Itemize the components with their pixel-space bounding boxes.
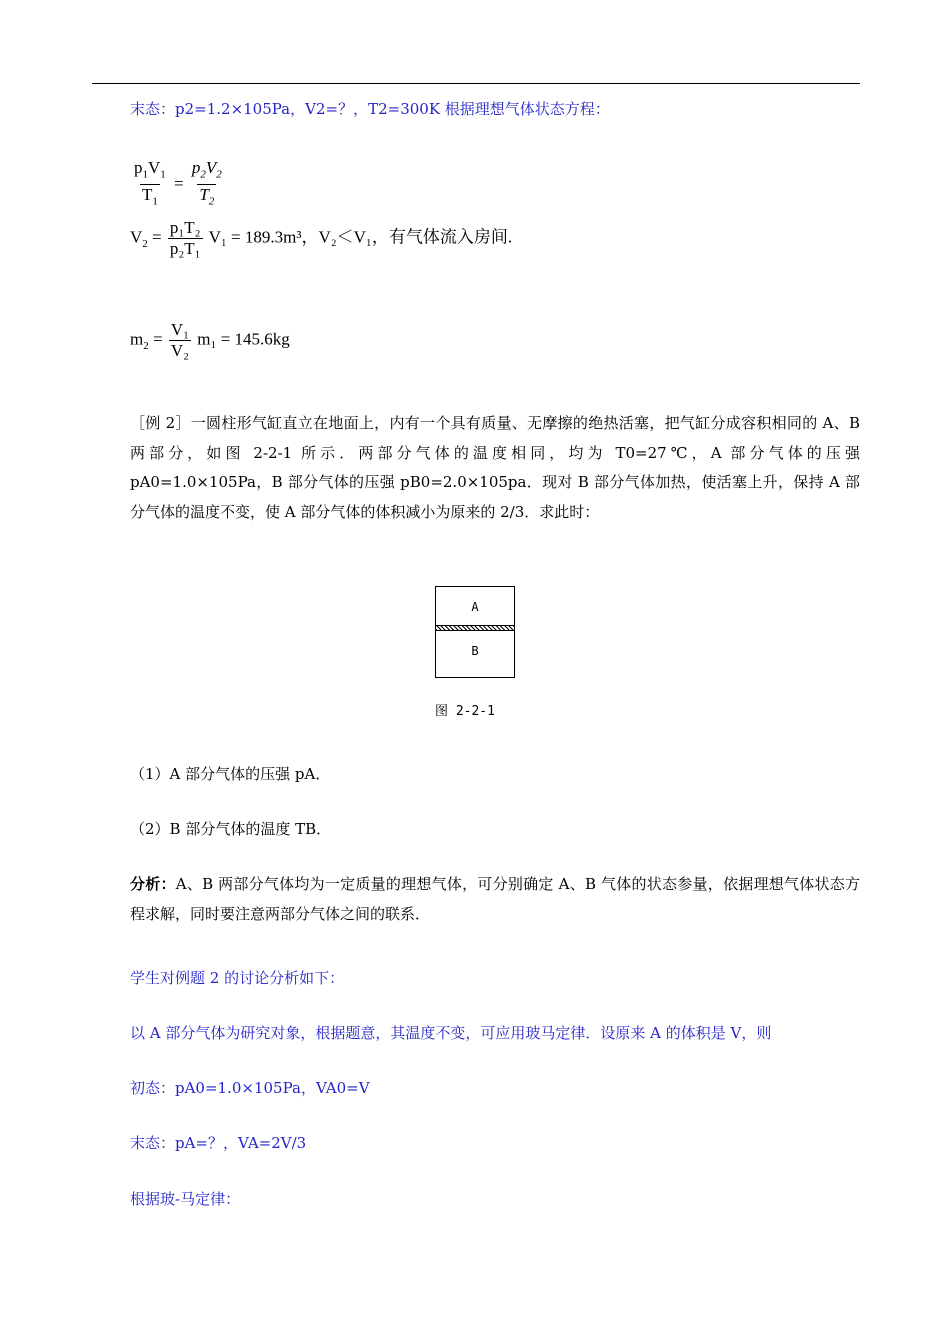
end-state-line: 末态：p2=1.2×105Pa，V2=？，T2=300K 根据理想气体状态方程： xyxy=(130,100,610,118)
final-state-line: 末态：pA=？，VA=2V/3 xyxy=(130,1134,307,1152)
analysis-heading: 分析： xyxy=(130,875,176,893)
analysis-text: A、B 两部分气体均为一定质量的理想气体，可分别确定 A、B 气体的状态参量，依据理想气体状态方程求解，同时要注意两部分气体之间的联系． xyxy=(130,875,860,923)
analysis-paragraph xyxy=(130,870,860,929)
example-2-paragraph: ［例 2］一圆柱形气缸直立在地面上，内有一个具有质量、无摩擦的绝热活塞，把气缸分成容积相同的 A、B 两部分，如图 2-2-1 所示．两部分气体的温度相同，均为 T0=27℃，A 部分气体的压强 pA0=1.0×105Pa，B 部分气体的压强 pB0=2.0×105pa．现对 B 部分气体加热，使活塞上升，保持 A 部分气体的温度不变，使 A 部分气体的体积减小为原来的 2/3．求此时： xyxy=(130,414,860,521)
cylinder-figure xyxy=(435,586,515,678)
header-rule xyxy=(92,83,860,84)
question-2: （2）B 部分气体的温度 TB． xyxy=(130,820,332,838)
fraction-m2: $\frac{\text{V₁}}{\text{V₂}}$ xyxy=(170,320,190,360)
equation-m2: $m_2$ = $\frac{\text{V₁}}{\text{V₂}}$ m₁ = 145.6kg xyxy=(130,320,290,360)
figure-caption: 图 2-2-1 xyxy=(435,704,495,719)
initial-state-line: 初态：pA0=1.0×105Pa，VA0=V xyxy=(130,1079,370,1097)
question-1: （1）A 部分气体的压强 pA． xyxy=(130,765,331,783)
student-discussion-line: 学生对例题 2 的讨论分析如下： xyxy=(130,969,345,987)
label-b: B xyxy=(471,644,479,658)
research-object-line: 以 A 部分气体为研究对象，根据题意，其温度不变，可应用玻马定律．设原来 A 的体积是 V，则 xyxy=(130,1024,772,1042)
fraction-v2: $\frac{\text{p₁T₂}}{\text{p₂T₁}}$ xyxy=(169,218,201,258)
label-a: A xyxy=(471,600,479,614)
equation-v2: $V_2$ = $\frac{\text{p₁T₂}}{\text{p₂T₁}}$ V₁ = 189.3m³，V₂＜V₁，有气体流入房间. xyxy=(130,218,513,258)
piston xyxy=(436,625,514,631)
fraction-left: $\frac{p_1V_1}{T_1}$ xyxy=(132,158,168,212)
boyle-law-line: 根据玻-马定律： xyxy=(130,1190,241,1208)
equation-ideal-gas: $\frac{p_1V_1}{T_1}$ = $\frac{p_2V_2}{T_2}$ xyxy=(130,158,226,212)
fraction-right: $\frac{p_2V_2}{T_2}$ xyxy=(190,158,224,212)
